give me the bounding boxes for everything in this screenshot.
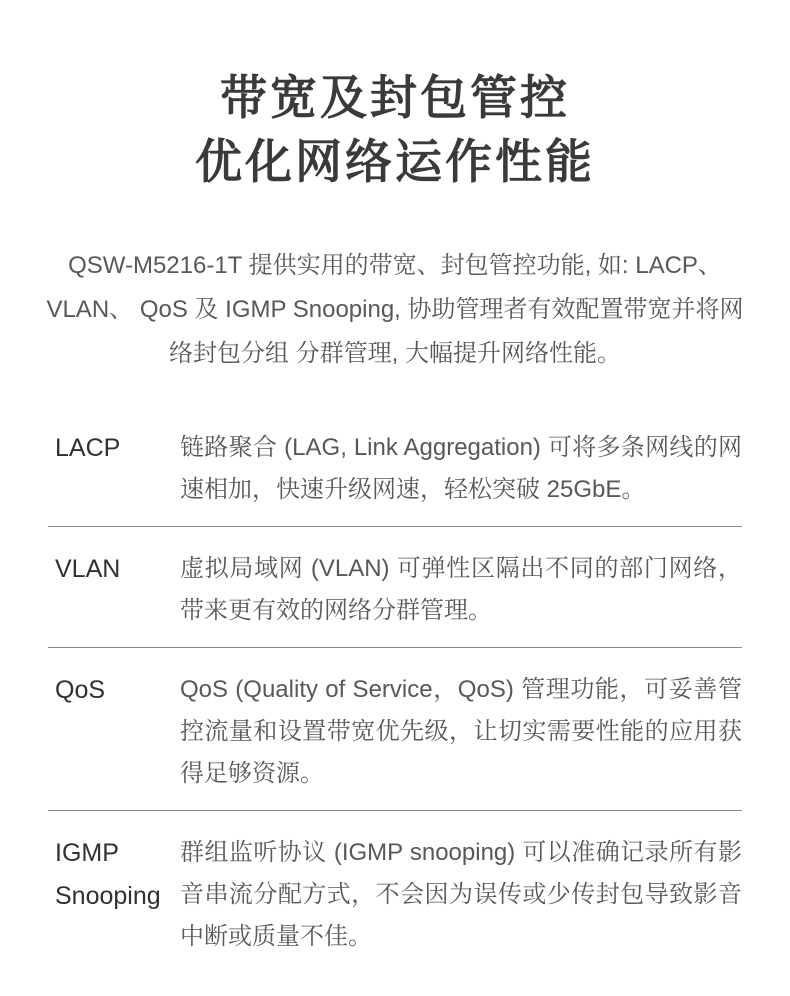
intro-line: QoS 及 IGMP Snooping, 协助管理者有效配置带宽并将网络封包分组 [139, 296, 744, 367]
feature-description-qos: QoS (Quality of Service，QoS) 管理功能，可妥善管控流量和设置带宽优先级，让切实需要性能的应用获得足够资源。 [180, 676, 742, 787]
page-title-line-2: 优化网络运作性能 [195, 135, 595, 188]
feature-label-qos: QoS [55, 676, 106, 704]
feature-description-igmp-snooping: 群组监听协议 (IGMP snooping) 可以准确记录所有影音串流分配方式，不会因为误传或少传封包导致影音中断或质量不佳。 [180, 839, 742, 950]
feature-row-qos [48, 648, 742, 811]
feature-label-lacp: LACP [55, 434, 121, 462]
intro-line: 分群管理, 大幅提升网络性能。 [295, 340, 621, 367]
feature-label-vlan: VLAN [55, 555, 121, 583]
intro-line: QSW-M5216-1T 提供实用的带宽、封包管控功能, 如: LACP、VLAN、 [46, 252, 722, 323]
intro-paragraph [35, 244, 755, 376]
feature-description-vlan: 虚拟局域网 (VLAN) 可弹性区隔出不同的部门网络，带来更有效的网络分群管理。 [180, 555, 742, 624]
page-title-line-1: 带宽及封包管控 [220, 71, 570, 124]
bandwidth-packet-control-section [0, 66, 790, 996]
feature-label-igmp-snooping: IGMP Snooping [55, 839, 161, 910]
feature-row-vlan [48, 527, 742, 648]
feature-description-lacp: 链路聚合 (LAG, Link Aggregation) 可将多条网线的网速相加，快速升级网速，轻松突破 25GbE。 [180, 434, 742, 503]
feature-row-lacp [48, 406, 742, 527]
feature-table [48, 406, 742, 973]
page-title [0, 66, 790, 194]
feature-row-igmp-snooping [48, 811, 742, 973]
